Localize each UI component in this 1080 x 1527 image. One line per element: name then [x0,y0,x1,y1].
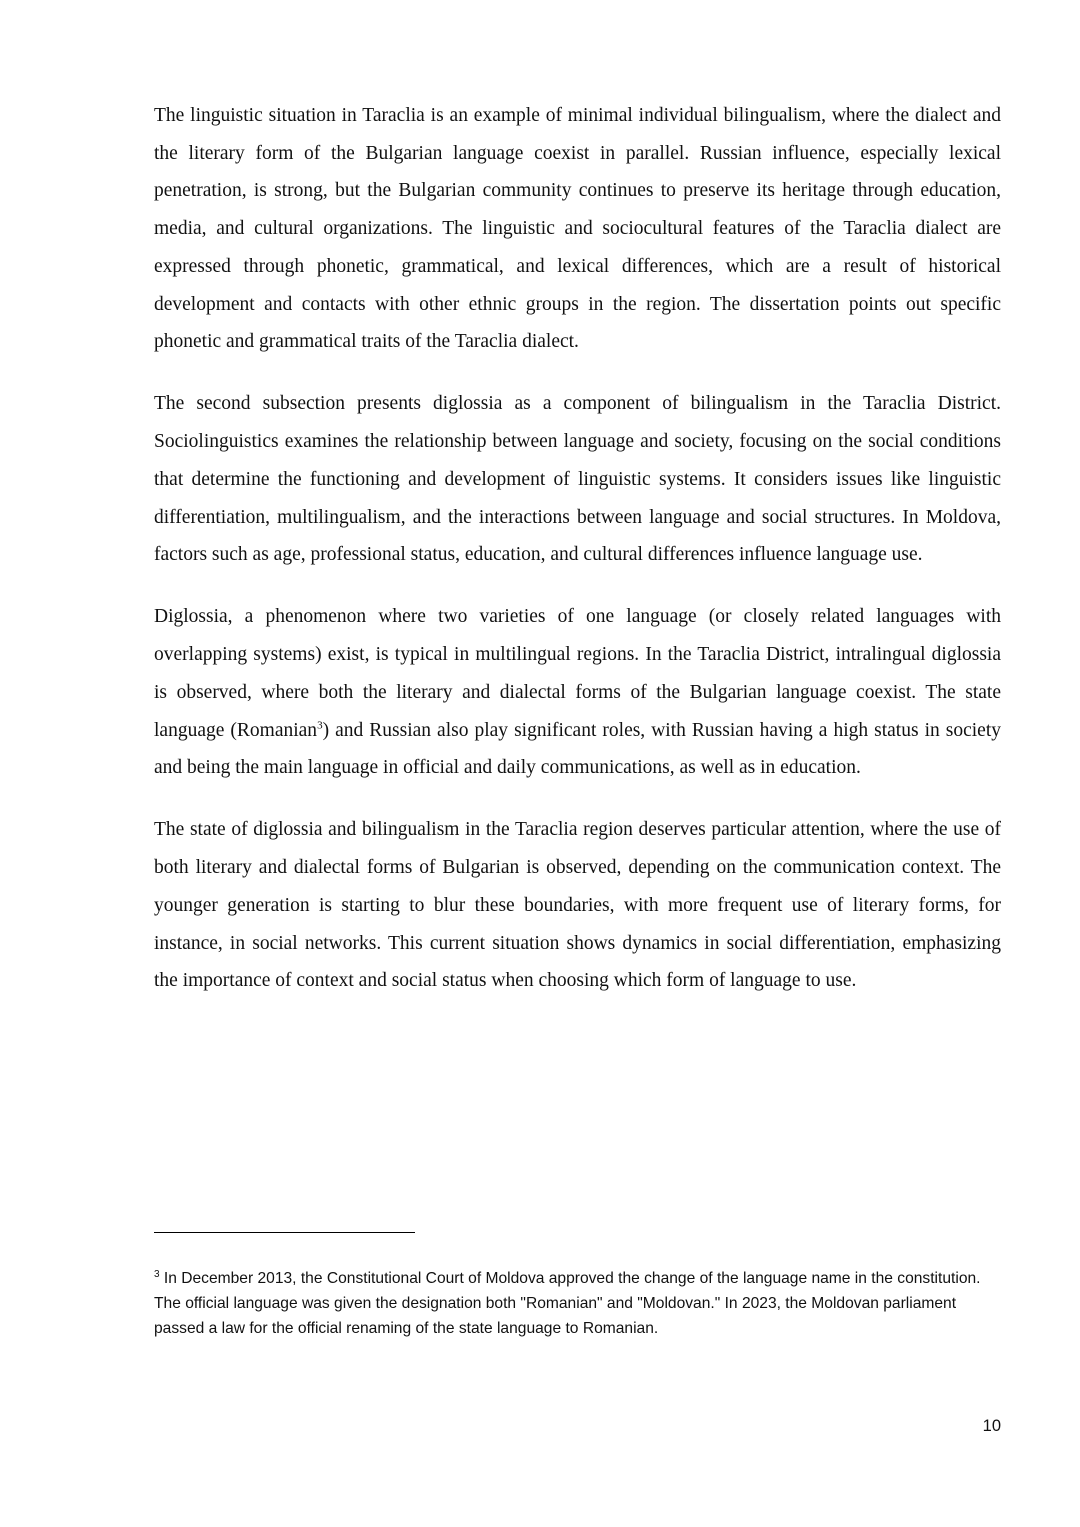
paragraph-diglossia-definition [154,598,1001,787]
paragraph-diglossia-subsection: The second subsection presents diglossia as a component of bilingualism in the Taraclia District. Sociolinguistics examines the relationship between language and society, focusing on the social conditions that determine the functioning and development of linguistic systems. It considers issues like linguistic differentiation, multilingualism, and the interactions between language and social structures. In Moldova, factors such as age, professional status, education, and cultural differences influence language use. [154,393,1001,566]
paragraph-text-after-footnote: ) and Russian also play significant roles, with Russian having a high status in society and being the main language in official and daily communications, as well as in education. [154,719,1002,779]
footnote-separator [154,1232,415,1233]
footnote-text: In December 2013, the Constitutional Court of Moldova approved the change of the language name in the constitution. The official language was given the designation both "Romanian" and "Moldovan." In 2023, the Moldovan parliament passed a law for the official renaming of the state language to Romanian. [154,1270,981,1337]
footnote-reference[interactable]: 3 [317,719,323,732]
paragraph-taraclia-region: The state of diglossia and bilingualism in the Taraclia region deserves particular attention, where the use of both literary and dialectal forms of Bulgarian is observed, depending on the communication context. The younger generation is starting to blur these boundaries, with more frequent use of literary forms, for instance, in social networks. This current situation shows dynamics in social differentiation, emphasizing the importance of context and social status when choosing which form of language to use. [154,819,1001,992]
paragraph-text-before-footnote: Diglossia, a phenomenon where two varieties of one language (or closely related languages with overlapping systems) exist, is typical in multilingual regions. In the Taraclia District, intralingual diglossia is observed, where both the literary and dialectal forms of the Bulgarian language coexist. The state language (Romanian [154,606,1001,741]
footnote [154,1267,1001,1341]
paragraph-bilingualism: The linguistic situation in Taraclia is an example of minimal individual bilingualism, where the dialect and the literary form of the Bulgarian language coexist in parallel. Russian influence, especially lexical penetration, is strong, but the Bulgarian community continues to preserve its heritage through education, media, and cultural organizations. The linguistic and sociocultural features of the Taraclia dialect are expressed through phonetic, grammatical, and lexical differences, which are a result of historical development and contacts with other ethnic groups in the region. The dissertation points out specific phonetic and grammatical traits of the Taraclia dialect. [154,105,1001,353]
page-number: 10 [982,1417,1001,1435]
footnote-number: 3 [154,1268,160,1280]
body-text [154,97,1001,1024]
